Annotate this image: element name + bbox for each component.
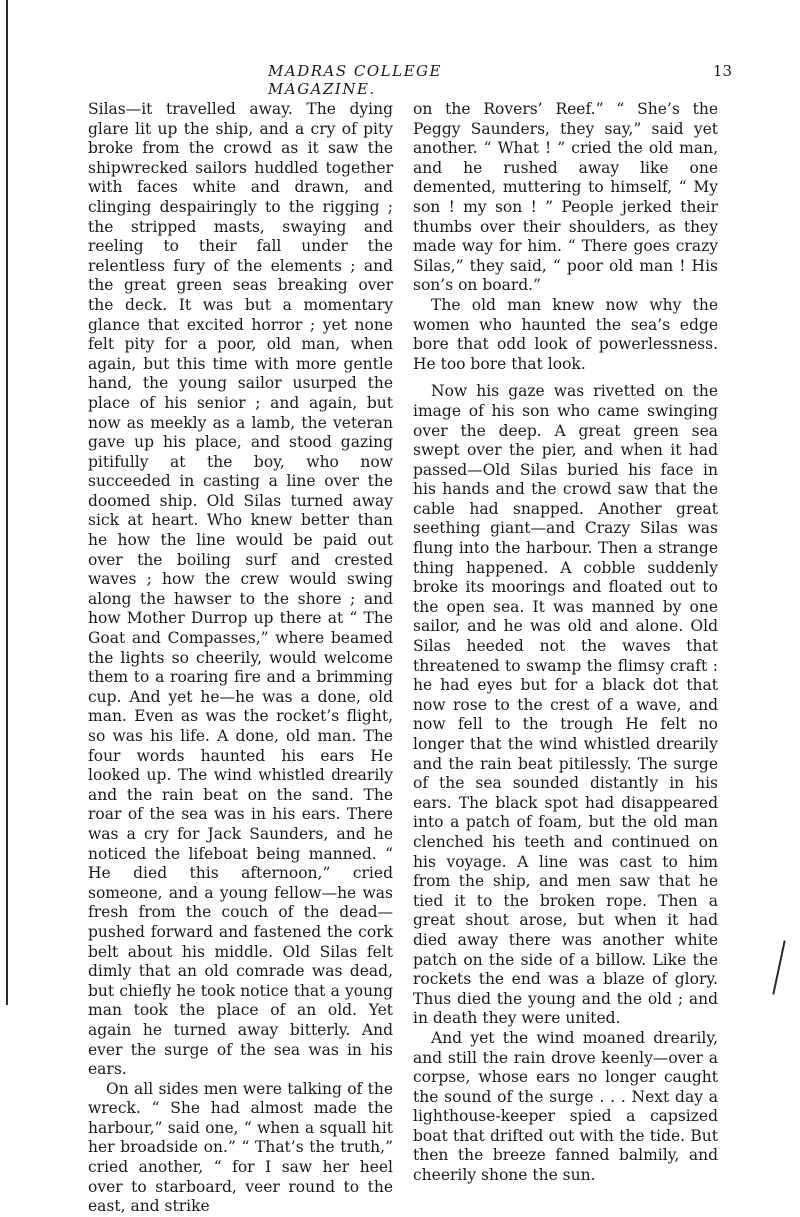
left-paragraph-2: On all sides men were talking of the wreck. “ She had almost made the harbour,” said one, “ when a squall hit her broadside on.” “ That’s the truth,” cried another, “ for I saw her heel over to starboard, veer round to the east, and strike [88,1079,393,1216]
right-paragraph-2: The old man knew now why the women who haunted the sea’s edge bore that odd look of powerlessness. He too bore that look. [413,295,718,373]
right-column [413,100,718,1186]
left-column [88,100,393,1217]
right-paragraph-3: Now his gaze was rivetted on the image of his son who came swinging over the deep. A great green sea swept over the pier, and when it had passed—Old Silas buried his face in his hands and the crowd saw that the cable had snapped. Another great seething giant—and Crazy Silas was flung into the harbour. Then a strange thing happened. A cobble suddenly broke its moorings and floated out to the open sea. It was manned by one sailor, and he was old and alone. Old Silas heeded not the waves that threatened to swamp the flimsy craft : he had eyes but for a black dot that now rose to the crest of a wave, and now fell to the trough He felt no longer that the wind whistled drearily and the rain beat pitilessly. The surge of the sea sounded distantly in his ears. The black spot had disappeared into a patch of foam, but the old man clenched his teeth and continued on his voyage. A line was cast to him from the ship, and men saw that he tied it to the broken rope. Then a great shout arose, but when it had died away there was another white patch on the side of a billow. Like the rockets the end was a blaze of glory. Thus died the young and the old ; and in death they were united. [413,382,718,1028]
right-paragraph-1: on the Rovers’ Reef.” “ She’s the Peggy Saunders, they say,” said yet another. “ What ! ” cried the old man, and he rushed away like one demented, muttering to himself, “ My son ! my son ! ” People jerked their thumbs over their shoulders, as they made way for him. “ There goes crazy Silas,” they said, “ poor old man ! His son’s on board.” [413,100,718,295]
page-edge-left [6,0,8,1005]
left-paragraph-1: Silas—it travelled away. The dying glare lit up the ship, and a cry of pity broke from the crowd as it saw the shipwrecked sailors huddled together with faces white and drawn, and clinging despairingly to the rigging ; the stripped masts, swaying and reeling to their fall under the relentless fury of the elements ; and the great green seas breaking over the deck. It was but a momentary glance that excited horror ; yet none felt pity for a poor, old man, when again, but this time with more gentle hand, the young sailor usurped the place of his senior ; and again, but now as meekly as a lamb, the veteran gave up his place, and stood gazing pitifully at the boy, who now succeeded in casting a line over the doomed ship. Old Silas turned away sick at heart. Who knew better than he how the line would be paid out over the boiling surf and crested waves ; how the crew would swing along the hawser to the shore ; and how Mother Durrop up there at “ The Goat and Compasses,” where beamed the lights so cheerily, would welcome them to a roaring fire and a brimming cup. And yet he—he was a done, old man. Even as was the rocket’s flight, so was his life. A done, old man. The four words haunted his ears He looked up. The wind whistled drearily and the rain beat on the sand. The roar of the sea was in his ears. There was a cry for Jack Saunders, and he noticed the lifeboat being manned. “ He died this afternoon,” cried someone, and a young fellow—he was fresh from the couch of the dead—pushed forward and fastened the cork belt about his middle. Old Silas felt dimly that an old comrade was dead, but chiefly he took notice that a young man took the place of an old. Yet again he turned away bitterly. And ever the surge of the sea was in his ears. [88,100,393,1079]
right-paragraph-4: And yet the wind moaned drearily, and still the rain drove keenly—over a corpse, whose ears no longer caught the sound of the surge . . . Next day a lighthouse-keeper spied a capsized boat that drifted out with the tide. But then the breeze fanned balmily, and cheerily shone the sun. [413,1028,718,1185]
page-number: 13 [712,62,732,80]
running-head [0,62,800,98]
page-edge-right [772,940,785,994]
running-title: MADRAS COLLEGE MAGAZINE. [268,62,442,98]
